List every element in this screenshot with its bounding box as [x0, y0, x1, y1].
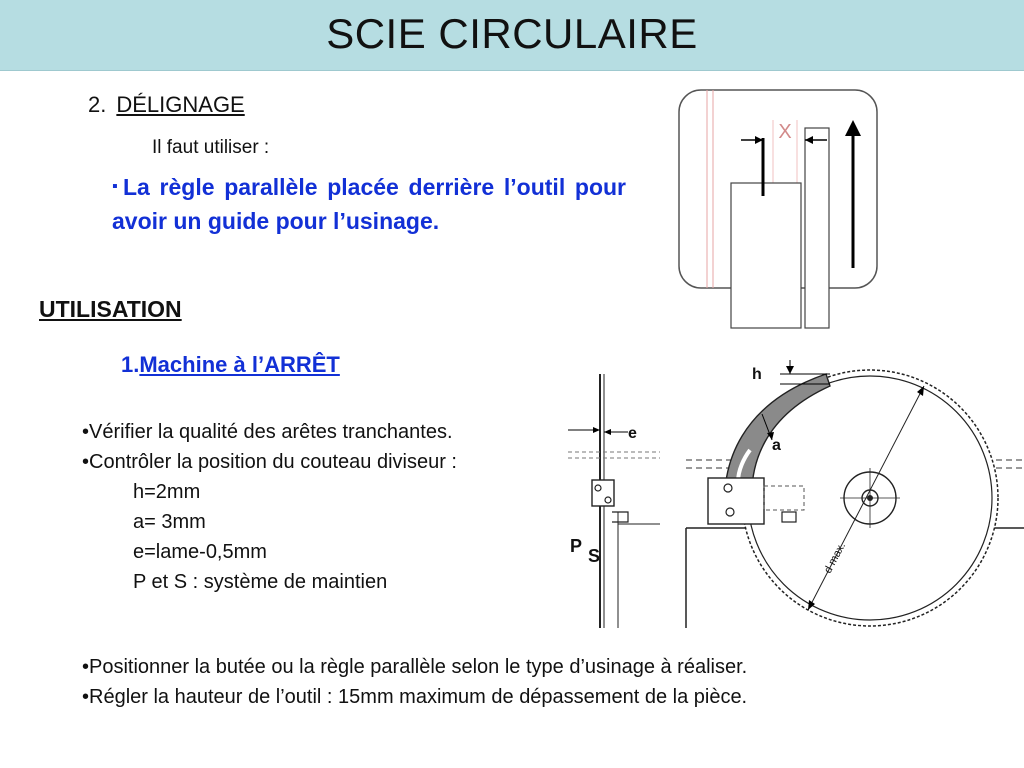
parallel-fence — [805, 128, 829, 328]
bolt-icon — [724, 484, 732, 492]
gap-label: X — [778, 121, 792, 143]
delignage-bullet-text: La règle parallèle placée derrière l’outil pour avoir un guide pour l’usinage. — [112, 174, 626, 234]
checklist-subitem: a= 3mm — [133, 511, 206, 533]
machine-heading — [121, 352, 340, 378]
bolt-icon — [726, 508, 734, 516]
saw-diagram — [568, 352, 1024, 628]
checklist — [82, 417, 457, 597]
label-a: a — [772, 437, 781, 454]
label-p: P — [570, 536, 583, 556]
bolt-icon — [595, 485, 601, 491]
delignage-title: DÉLIGNAGE — [116, 92, 245, 117]
checklist-subitem: P et S : système de maintien — [133, 571, 388, 593]
checklist-item: •Vérifier la qualité des arêtes tranchantes. — [82, 421, 453, 443]
checklist-item: •Contrôler la position du couteau diviseur : — [82, 451, 457, 473]
bolt-icon — [605, 497, 611, 503]
delignage-heading — [88, 92, 245, 118]
label-e: e — [628, 425, 637, 442]
bottom-item: •Positionner la butée ou la règle parallèle selon le type d’usinage à réaliser. — [82, 656, 748, 678]
delignage-number: 2. — [88, 92, 107, 117]
utilisation-heading: UTILISATION — [39, 296, 182, 322]
workpiece — [731, 183, 801, 328]
label-dmax: d max. — [822, 540, 849, 576]
label-s: S — [588, 546, 601, 566]
clamp-block — [782, 512, 796, 522]
bottom-item: •Régler la hauteur de l’outil : 15mm maximum de dépassement de la pièce. — [82, 686, 748, 708]
knife-mount — [708, 478, 764, 524]
slide-title: SCIE CIRCULAIRE — [326, 10, 698, 57]
title-bar — [0, 0, 1024, 71]
label-h: h — [752, 366, 762, 383]
fence-diagram — [677, 88, 881, 330]
checklist-subitem: e=lame-0,5mm — [133, 541, 267, 563]
delignage-bullet — [112, 170, 626, 238]
machine-title: Machine à l’ARRÊT — [139, 352, 340, 377]
machine-number: 1. — [121, 352, 140, 377]
checklist-subitem: h=2mm — [133, 481, 201, 503]
delignage-intro: Il faut utiliser : — [152, 137, 270, 158]
bottom-list — [82, 652, 747, 712]
square-bullet-icon: ▪ — [112, 178, 121, 195]
